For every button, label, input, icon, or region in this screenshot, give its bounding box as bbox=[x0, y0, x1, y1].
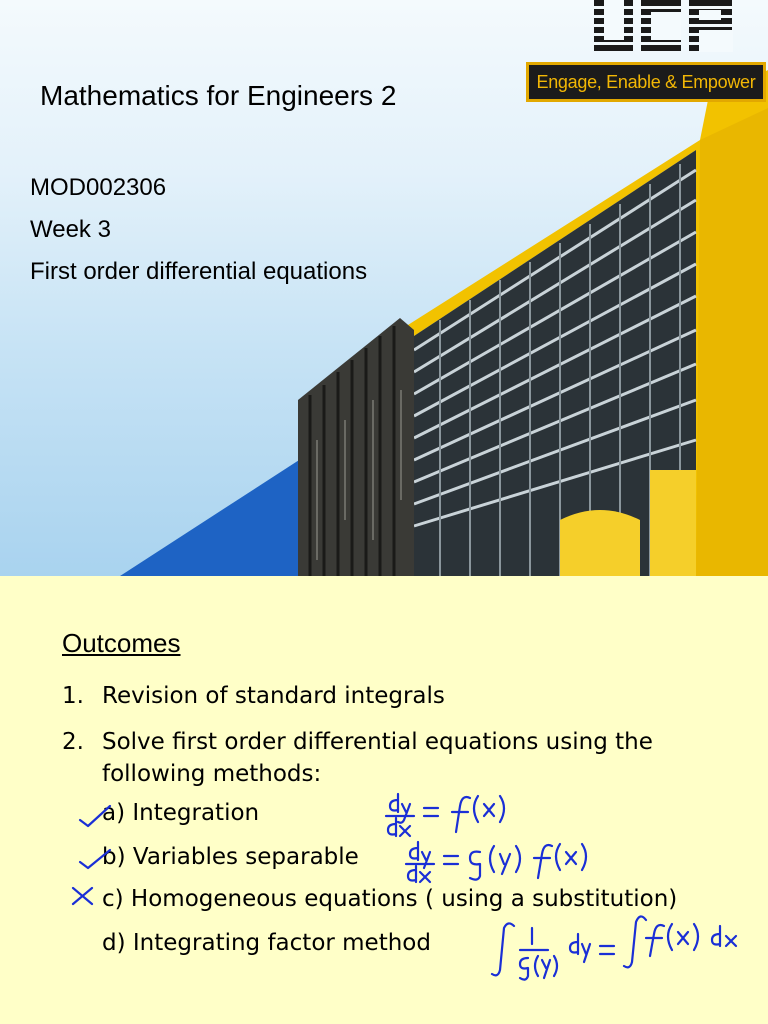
topic-label: First order differential equations bbox=[30, 258, 368, 285]
logo-tagline: Engage, Enable & Empower bbox=[526, 62, 766, 102]
outcome-text: Revision of standard integrals bbox=[102, 683, 445, 709]
outcome-number: 2. bbox=[62, 729, 84, 755]
slide-title: Mathematics for Engineers 2 bbox=[40, 80, 397, 111]
cross-mark-icon bbox=[73, 888, 92, 904]
module-code: MOD002306 bbox=[30, 174, 167, 201]
outcomes-heading: Outcomes bbox=[62, 628, 181, 658]
method-homogeneous: c) Homogeneous equations ( using a substitution) bbox=[102, 886, 678, 912]
week-label: Week 3 bbox=[30, 216, 111, 243]
check-mark-icon bbox=[80, 806, 110, 826]
handwritten-equation-integration bbox=[386, 794, 504, 836]
ucp-logo-mark bbox=[594, 0, 740, 58]
method-integrating-factor: d) Integrating factor method bbox=[102, 930, 431, 956]
ucp-logo bbox=[526, 0, 766, 104]
outcomes-slide bbox=[0, 576, 768, 1024]
method-integration: a) Integration bbox=[102, 800, 260, 826]
handwritten-equation-integral bbox=[492, 916, 736, 979]
logo-letter-p bbox=[689, 0, 732, 52]
handwritten-equation-separable bbox=[406, 842, 586, 882]
handwritten-annotations bbox=[0, 576, 768, 1024]
logo-letter-c bbox=[641, 0, 680, 52]
check-mark-icon bbox=[80, 850, 110, 868]
logo-letter-u bbox=[594, 0, 633, 52]
outcome-text: Solve first order differential equations using the following methods: bbox=[102, 729, 653, 787]
outcome-number: 1. bbox=[62, 683, 84, 709]
method-variables-separable: b) Variables separable bbox=[102, 844, 359, 870]
